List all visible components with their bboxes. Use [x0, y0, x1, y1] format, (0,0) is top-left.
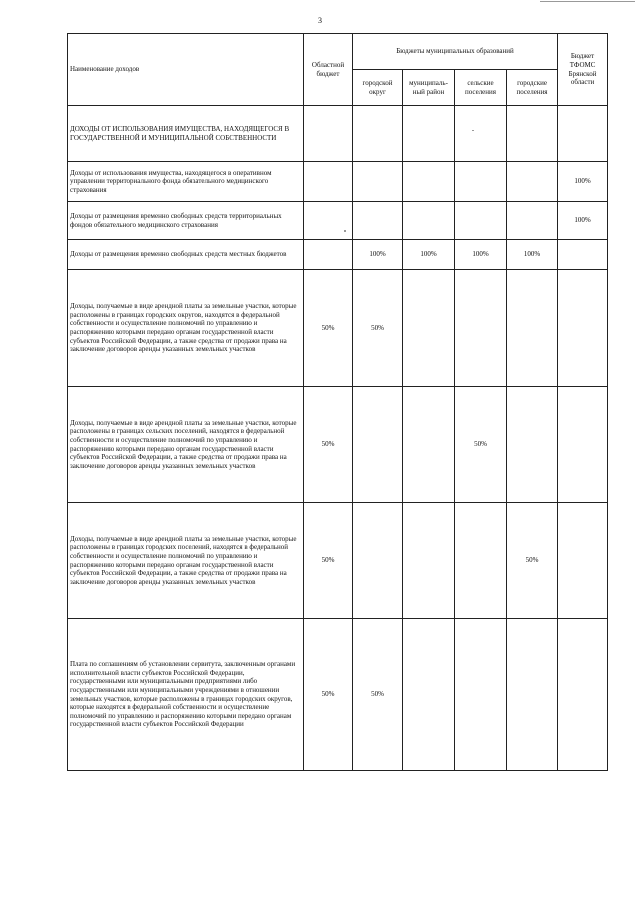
regional-value: 50%	[304, 619, 353, 771]
tfoms-value	[558, 106, 608, 162]
tfoms-value: 100%	[558, 162, 608, 202]
header-income-name: Наименование доходов	[68, 34, 304, 106]
tfoms-value	[558, 387, 608, 503]
income-name: Плата по соглашениям об установлении сервитута, заключенным органами исполнительной власти субъектов Российской Федерации, государственными или муниципальными предприятиями либо государственными или муниципальными учреждениями в отношении земельных участков, которые расположены в границах городских округов, которые находятся в федеральной собственности и осуществление полномочий по управлению и распоряжению которыми передано органам государственной власти субъектов Российской Федерации	[68, 619, 304, 771]
rural-value: 50%	[455, 387, 507, 503]
regional-value	[304, 240, 353, 270]
urban-value	[507, 270, 558, 387]
rural-value	[455, 162, 507, 202]
urban-value	[507, 106, 558, 162]
rural-value: 100%	[455, 240, 507, 270]
tfoms-value	[558, 270, 608, 387]
regional-value: 50%	[304, 387, 353, 503]
rural-value	[455, 202, 507, 240]
scan-mark	[344, 230, 346, 232]
municipal-district-value	[403, 619, 455, 771]
header-city-district: городской округ	[353, 70, 403, 106]
urban-value	[507, 387, 558, 503]
municipal-district-value	[403, 270, 455, 387]
header-row-top	[68, 34, 608, 70]
regional-value: 50%	[304, 503, 353, 619]
table-row	[68, 619, 608, 771]
city-district-value	[353, 162, 403, 202]
city-district-value: 100%	[353, 240, 403, 270]
header-urban-settlements: городские поселения	[507, 70, 558, 106]
tfoms-value	[558, 503, 608, 619]
rural-value	[455, 106, 507, 162]
urban-value: 100%	[507, 240, 558, 270]
income-name: Доходы от размещения временно свободных средств местных бюджетов	[68, 240, 304, 270]
municipal-district-value	[403, 387, 455, 503]
income-name: Доходы от размещения временно свободных средств территориальных фондов обязательного медицинского страхования	[68, 202, 304, 240]
income-name: Доходы, получаемые в виде арендной платы за земельные участки, которые расположены в границах городских округов, находятся в федеральной собственности и осуществление полномочий по управлению и распоряжению которыми передано органам государственной власти субъектов Российской Федерации, а также средства от продажи права на заключение договоров аренды указанных земельных участков	[68, 270, 304, 387]
table-row	[68, 162, 608, 202]
table-row	[68, 387, 608, 503]
city-district-value	[353, 106, 403, 162]
income-name: Доходы от использования имущества, находящегося в оперативном управлении территориального фонда обязательного медицинского страхования	[68, 162, 304, 202]
table-row	[68, 503, 608, 619]
regional-value	[304, 106, 353, 162]
municipal-district-value	[403, 162, 455, 202]
urban-value	[507, 162, 558, 202]
tfoms-value	[558, 240, 608, 270]
municipal-district-value	[403, 202, 455, 240]
municipal-district-value	[403, 106, 455, 162]
municipal-district-value	[403, 503, 455, 619]
scan-mark	[472, 130, 474, 131]
city-district-value	[353, 387, 403, 503]
city-district-value	[353, 202, 403, 240]
table-row	[68, 106, 608, 162]
regional-value	[304, 202, 353, 240]
header-rural-settlements: сельские поселения	[455, 70, 507, 106]
income-name: ДОХОДЫ ОТ ИСПОЛЬЗОВАНИЯ ИМУЩЕСТВА, НАХОДЯЩЕГОСЯ В ГОСУДАРСТВЕННОЙ И МУНИЦИПАЛЬНОЙ СОБСТВЕННОСТИ	[68, 106, 304, 162]
rural-value	[455, 619, 507, 771]
header-regional-budget: Областной бюджет	[304, 34, 353, 106]
header-municipal-budgets: Бюджеты муниципальных образований	[353, 34, 558, 70]
page-number: 3	[318, 16, 322, 25]
header-municipal-district: муниципаль-ный район	[403, 70, 455, 106]
rural-value	[455, 503, 507, 619]
table-row	[68, 202, 608, 240]
tfoms-value	[558, 619, 608, 771]
regional-value	[304, 162, 353, 202]
city-district-value: 50%	[353, 270, 403, 387]
header-tfoms-budget: Бюджет ТФОМС Брянской области	[558, 34, 608, 106]
urban-value: 50%	[507, 503, 558, 619]
income-name: Доходы, получаемые в виде арендной платы за земельные участки, которые расположены в границах сельских поселений, находятся в федеральной собственности и осуществление полномочий по управлению и распоряжению которыми передано органам государственной власти субъектов Российской Федерации, а также средства от продажи права на заключение договоров аренды указанных земельных участков	[68, 387, 304, 503]
urban-value	[507, 202, 558, 240]
city-district-value: 50%	[353, 619, 403, 771]
budget-table	[67, 33, 608, 771]
scan-mark	[540, 1, 635, 2]
municipal-district-value: 100%	[403, 240, 455, 270]
table-row	[68, 270, 608, 387]
tfoms-value: 100%	[558, 202, 608, 240]
urban-value	[507, 619, 558, 771]
rural-value	[455, 270, 507, 387]
income-name: Доходы, получаемые в виде арендной платы за земельные участки, которые расположены в границах городских поселений, находятся в федеральной собственности и осуществление полномочий по управлению и распоряжению которыми передано органам государственной власти субъектов Российской Федерации, а также средства от продажи права на заключение договоров аренды указанных земельных участков	[68, 503, 304, 619]
table-row	[68, 240, 608, 270]
regional-value: 50%	[304, 270, 353, 387]
city-district-value	[353, 503, 403, 619]
